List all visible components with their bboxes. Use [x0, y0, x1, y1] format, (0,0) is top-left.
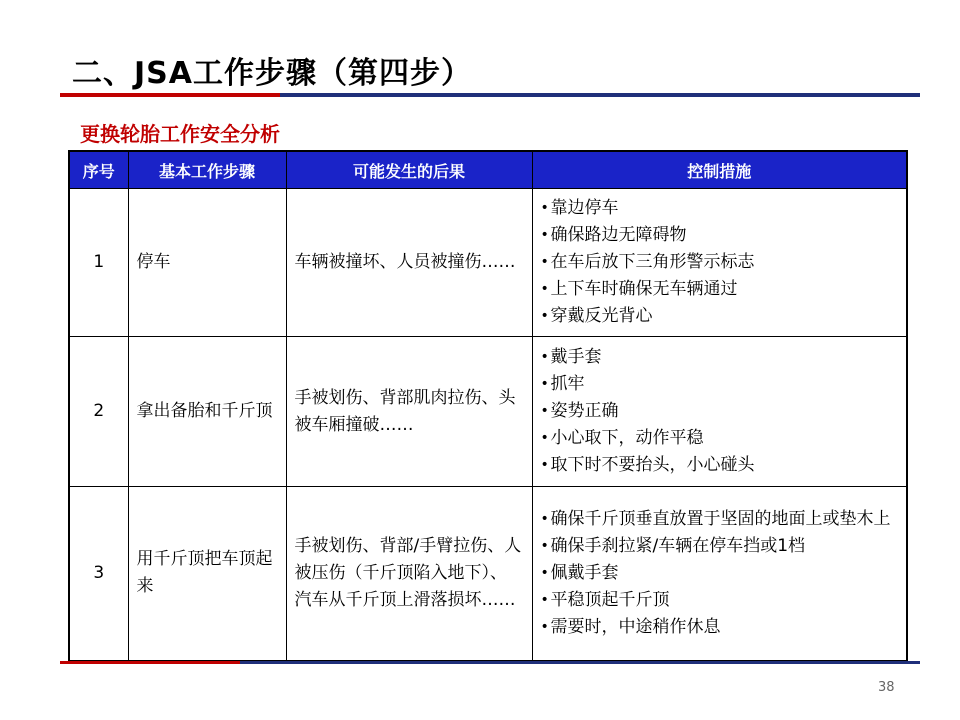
measure-item: • 姿势正确	[541, 398, 899, 425]
measure-item: • 上下车时确保无车辆通过	[541, 276, 899, 303]
header-consequence: 可能发生的后果	[286, 151, 532, 189]
measure-item: • 取下时不要抬头，小心碰头	[541, 452, 899, 479]
table-caption: 更换轮胎工作安全分析	[80, 122, 280, 146]
row-number: 3	[69, 487, 128, 661]
measure-item: • 确保千斤顶垂直放置于坚固的地面上或垫木上	[541, 506, 899, 533]
row-number: 1	[69, 189, 128, 337]
measure-item: • 确保手刹拉紧/车辆在停车挡或1档	[541, 533, 899, 560]
row-measures	[532, 189, 907, 337]
footer-rule	[60, 661, 920, 664]
row-consequence: 手被划伤、背部/手臂拉伤、人被压伤（千斤顶陷入地下）、汽车从千斤顶上滑落损坏……	[286, 487, 532, 661]
table-row	[69, 337, 907, 487]
measure-item: • 小心取下，动作平稳	[541, 425, 899, 452]
measure-item: • 佩戴手套	[541, 560, 899, 587]
table-header-row	[69, 151, 907, 189]
row-step: 停车	[128, 189, 286, 337]
row-step: 拿出备胎和千斤顶	[128, 337, 286, 487]
table-row	[69, 487, 907, 661]
jsa-table	[68, 150, 908, 662]
header-number: 序号	[69, 151, 128, 189]
measure-item: • 戴手套	[541, 344, 899, 371]
page-number: 38	[878, 680, 895, 695]
header-step: 基本工作步骤	[128, 151, 286, 189]
slide-title: 二、JSA工作步骤（第四步）	[72, 56, 472, 91]
row-measures	[532, 337, 907, 487]
measure-item: • 靠边停车	[541, 195, 899, 222]
row-number: 2	[69, 337, 128, 487]
row-consequence: 车辆被撞坏、人员被撞伤……	[286, 189, 532, 337]
measure-item: • 平稳顶起千斤顶	[541, 587, 899, 614]
table-row	[69, 189, 907, 337]
measure-item: • 在车后放下三角形警示标志	[541, 249, 899, 276]
measure-item: • 穿戴反光背心	[541, 303, 899, 330]
measure-item: • 抓牢	[541, 371, 899, 398]
row-consequence: 手被划伤、背部肌肉拉伤、头被车厢撞破……	[286, 337, 532, 487]
measure-item: • 需要时，中途稍作休息	[541, 614, 899, 641]
row-step: 用千斤顶把车顶起来	[128, 487, 286, 661]
row-measures	[532, 487, 907, 661]
measure-item: • 确保路边无障碍物	[541, 222, 899, 249]
header-measures: 控制措施	[532, 151, 907, 189]
title-underline	[60, 93, 920, 97]
